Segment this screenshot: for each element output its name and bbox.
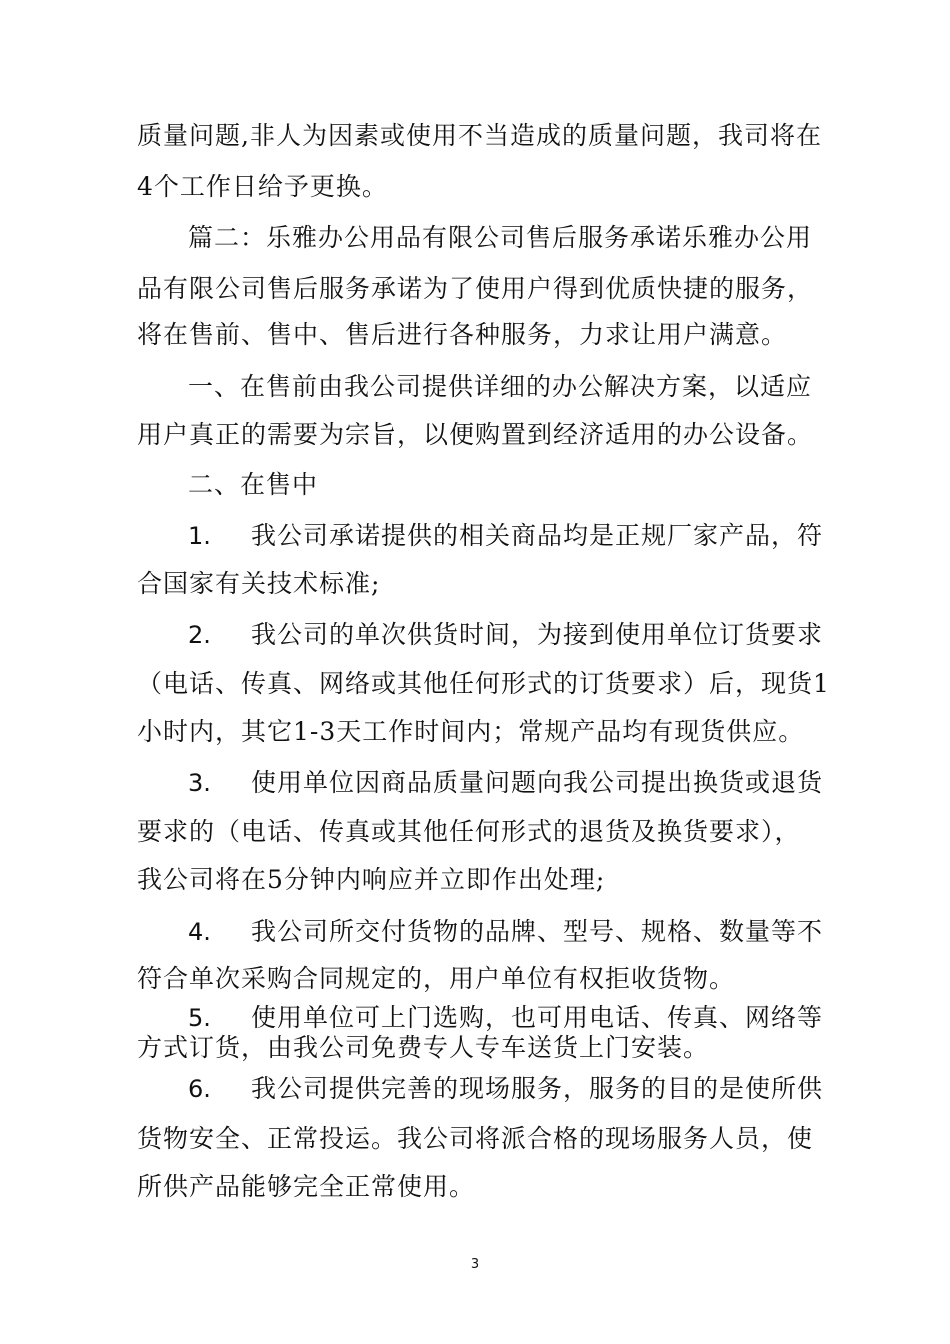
list-item-text: 使用单位可上门选购，也可用电话、传真、网络等 <box>251 1003 824 1032</box>
list-item-text: 我公司将在5分钟内响应并立即作出处理; <box>137 865 606 894</box>
list-item-text: 要求的（电话、传真或其他任何形式的退货及换货要求）， <box>137 817 801 846</box>
list-item-text: 合国家有关技术标准; <box>137 569 381 598</box>
subsection-heading: 二、在售中 <box>188 470 319 499</box>
list-item-number: 1. <box>188 522 211 550</box>
list-item-text: 我公司承诺提供的相关商品均是正规厂家产品，符 <box>251 521 824 550</box>
list-item-text: 货物安全、正常投运。我公司将派合格的现场服务人员，使 <box>137 1124 814 1153</box>
text-line: 将在售前、售中、售后进行各种服务，力求让用户满意。 <box>137 320 788 349</box>
list-item-text: 小时内，其它1-3天工作时间内；常规产品均有现货供应。 <box>137 717 805 746</box>
list-item-text: 所供产品能够完全正常使用。 <box>137 1172 476 1201</box>
list-item-text: 方式订货，由我公司免费专人专车送货上门安装。 <box>137 1033 710 1062</box>
list-item-number: 4. <box>188 918 211 946</box>
list-item-text: 我公司提供完善的现场服务，服务的目的是使所供 <box>251 1074 824 1103</box>
list-item-text: （电话、传真、网络或其他任何形式的订货要求）后，现货1 <box>137 669 830 698</box>
list-item-number: 3. <box>188 769 211 797</box>
text-line: 用户真正的需要为宗旨，以便购置到经济适用的办公设备。 <box>137 420 814 449</box>
list-item-number: 2. <box>188 621 211 649</box>
text-line: 一、在售前由我公司提供详细的办公解决方案，以适应 <box>188 372 813 401</box>
text-line: 质量问题,非人为因素或使用不当造成的质量问题，我司将在 <box>137 121 822 150</box>
list-item-text: 使用单位因商品质量问题向我公司提出换货或退货 <box>251 768 824 797</box>
text-line: 4个工作日给予更换。 <box>137 172 388 201</box>
list-item-text: 符合单次采购合同规定的，用户单位有权拒收货物。 <box>137 964 736 993</box>
list-item-number: 5. <box>188 1004 211 1032</box>
list-item-text: 我公司的单次供货时间，为接到使用单位订货要求 <box>251 620 824 649</box>
text-line: 品有限公司售后服务承诺为了使用户得到优质快捷的服务， <box>137 274 814 303</box>
section-heading: 篇二：乐雅办公用品有限公司售后服务承诺乐雅办公用 <box>188 223 813 252</box>
list-item-number: 6. <box>188 1075 211 1103</box>
page-number: 3 <box>470 1257 480 1272</box>
list-item-text: 我公司所交付货物的品牌、型号、规格、数量等不 <box>251 917 824 946</box>
